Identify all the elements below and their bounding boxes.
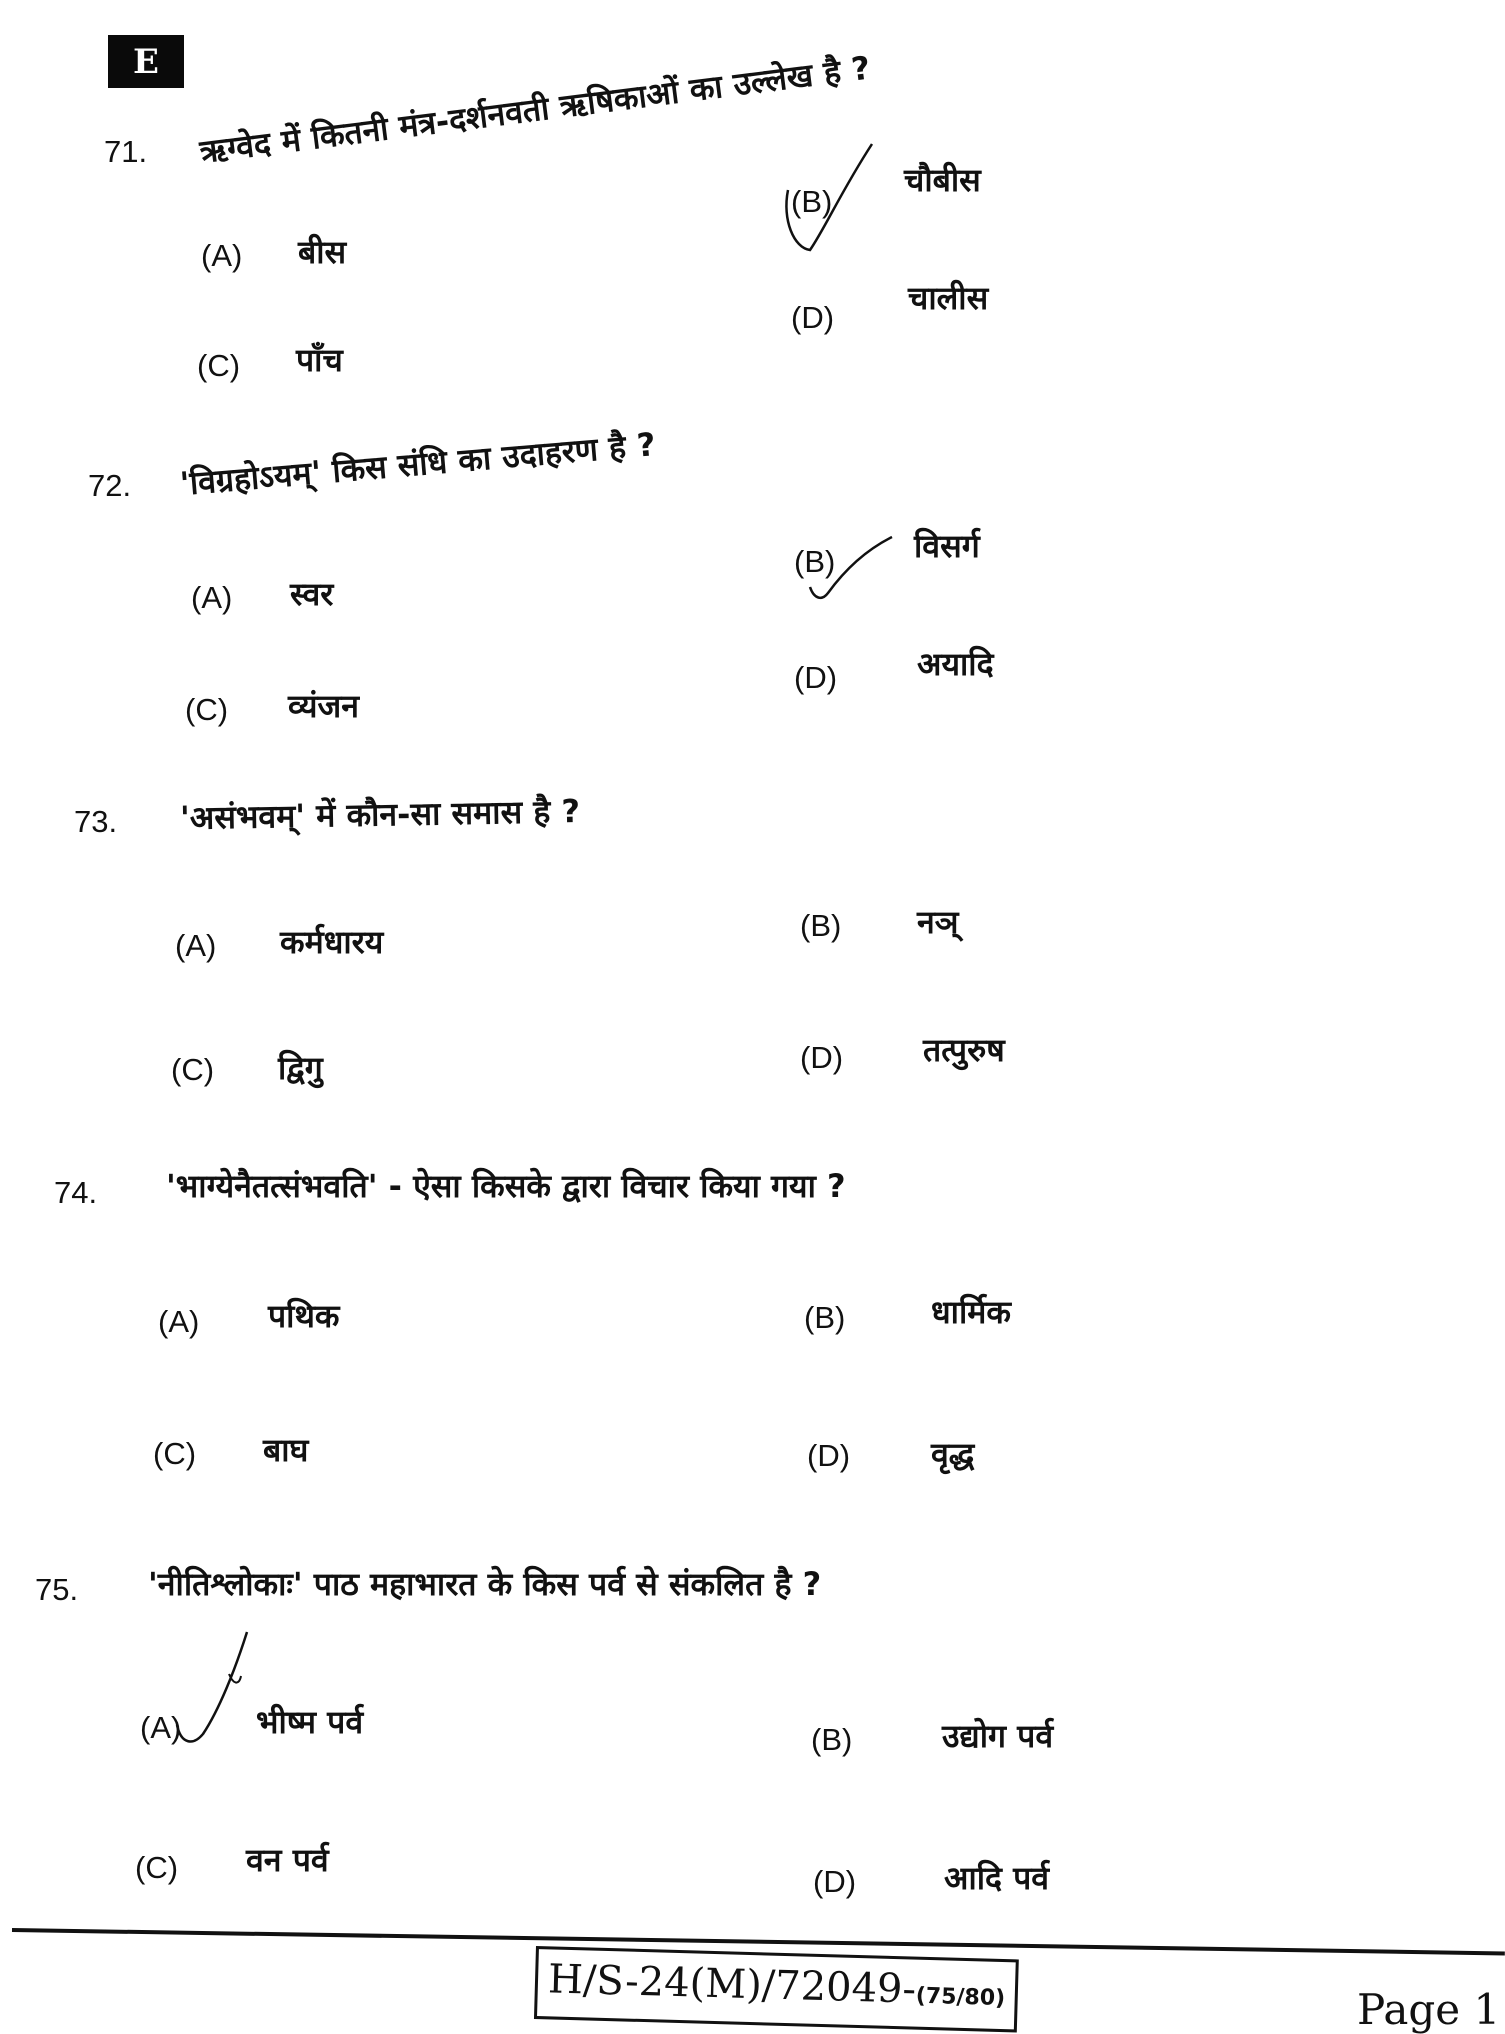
question-number: 72. bbox=[88, 468, 132, 503]
option-a-label[interactable]: (A) bbox=[175, 928, 217, 963]
option-d-text[interactable]: चालीस bbox=[908, 279, 989, 317]
option-d-text[interactable]: आदि पर्व bbox=[944, 1859, 1050, 1897]
option-d-label[interactable]: (D) bbox=[791, 300, 835, 335]
option-a-text[interactable]: बीस bbox=[298, 233, 347, 271]
option-a-label[interactable]: (A) bbox=[140, 1710, 182, 1745]
option-c-text[interactable]: व्यंजन bbox=[288, 687, 360, 725]
option-b-label[interactable]: (B) bbox=[811, 1722, 853, 1757]
option-d-label[interactable]: (D) bbox=[794, 660, 838, 695]
option-c-label[interactable]: (C) bbox=[197, 348, 241, 383]
option-d-label[interactable]: (D) bbox=[813, 1864, 857, 1899]
option-c-label[interactable]: (C) bbox=[153, 1436, 197, 1471]
question-text: ऋग्वेद में कितनी मंत्र-दर्शनवती ऋषिकाओं का उल्लेख है ? bbox=[197, 48, 873, 171]
option-a-text[interactable]: पथिक bbox=[268, 1297, 340, 1335]
option-b-text[interactable]: नञ् bbox=[917, 903, 959, 941]
page-number: Page 1 bbox=[1357, 1985, 1501, 2034]
option-b-label[interactable]: (B) bbox=[800, 908, 842, 943]
option-d-text[interactable]: तत्पुरुष bbox=[923, 1031, 1005, 1069]
paper-code-box bbox=[534, 1946, 1019, 2032]
question-number: 75. bbox=[35, 1572, 79, 1607]
option-d-text[interactable]: अयादि bbox=[917, 645, 994, 683]
question-text: 'भाग्येनैतत्संभवति' - ऐसा किसके द्वारा विचार किया गया ? bbox=[166, 1167, 846, 1205]
option-c-text[interactable]: बाघ bbox=[263, 1431, 309, 1469]
question-number: 71. bbox=[104, 134, 148, 169]
option-d-label[interactable]: (D) bbox=[807, 1438, 851, 1473]
option-b-label[interactable]: (B) bbox=[794, 544, 836, 579]
option-a-text[interactable]: कर्मधारय bbox=[280, 923, 384, 961]
option-b-text[interactable]: विसर्ग bbox=[914, 527, 980, 565]
question-number: 73. bbox=[74, 804, 118, 839]
option-c-label[interactable]: (C) bbox=[135, 1850, 179, 1885]
option-b-text[interactable]: उद्योग पर्व bbox=[942, 1717, 1054, 1755]
question-text: 'विग्रहोऽयम्' किस संधि का उदाहरण है ? bbox=[178, 425, 658, 503]
question-set-badge: E bbox=[108, 35, 184, 88]
option-c-label[interactable]: (C) bbox=[185, 692, 229, 727]
option-c-text[interactable]: पाँच bbox=[296, 341, 343, 379]
paper-code: H/S-24(M)/72049- bbox=[547, 1956, 917, 2013]
option-a-text[interactable]: स्वर bbox=[290, 575, 334, 613]
question-text: 'नीतिश्लोकाः' पाठ महाभारत के किस पर्व से संकलित है ? bbox=[148, 1565, 822, 1603]
option-c-text[interactable]: वन पर्व bbox=[246, 1841, 329, 1879]
paper-code-suffix: (75/80) bbox=[915, 1983, 1006, 2012]
handwritten-checkmark-icon bbox=[175, 1630, 265, 1750]
option-c-label[interactable]: (C) bbox=[171, 1052, 215, 1087]
question-text: 'असंभवम्' में कौन-सा समास है ? bbox=[179, 792, 581, 837]
option-d-label[interactable]: (D) bbox=[800, 1040, 844, 1075]
option-b-label[interactable]: (B) bbox=[804, 1300, 846, 1335]
option-a-label[interactable]: (A) bbox=[158, 1304, 200, 1339]
option-b-text[interactable]: चौबीस bbox=[904, 161, 981, 199]
option-b-label[interactable]: (B) bbox=[791, 184, 833, 219]
option-a-text[interactable]: भीष्म पर्व bbox=[256, 1703, 364, 1741]
option-a-label[interactable]: (A) bbox=[191, 580, 233, 615]
option-d-text[interactable]: वृद्ध bbox=[931, 1435, 975, 1473]
option-c-text[interactable]: द्विगु bbox=[278, 1049, 323, 1087]
option-a-label[interactable]: (A) bbox=[201, 238, 243, 273]
question-number: 74. bbox=[54, 1175, 98, 1210]
option-b-text[interactable]: धार्मिक bbox=[931, 1293, 1011, 1331]
